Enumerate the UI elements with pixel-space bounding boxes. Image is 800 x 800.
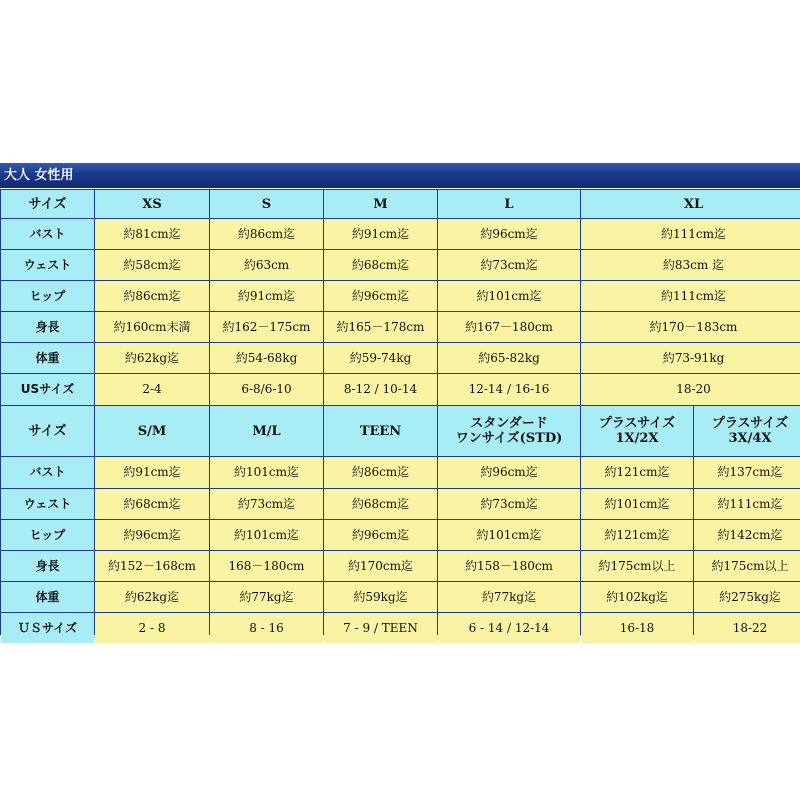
table-cell: 約62kg迄 [95,343,209,373]
table-cell: 約101cm迄 [210,520,323,550]
size-header-xl: XL [581,190,800,218]
table-cell: 8-12 / 10-14 [324,374,437,405]
table-cell: 約101cm迄 [581,489,693,519]
table-cell: 約96cm迄 [438,219,580,249]
size-header-plus-1x2x: プラスサイズ 1X/2X [581,406,693,456]
table-cell: 約73cm迄 [210,489,323,519]
table-cell: 約77kg迄 [438,582,580,612]
table-cell: 約59kg迄 [324,582,437,612]
table-cell: 約86cm迄 [324,457,437,488]
table-cell: 約162－175cm [210,312,323,342]
table-cell: 約175cm以上 [581,551,693,581]
table-cell: 約111cm迄 [581,281,800,311]
table-cell: 約165－178cm [324,312,437,342]
table-cell: 約275kg迄 [694,582,800,612]
table-cell: 約160cm未満 [95,312,209,342]
table-cell: 約58cm迄 [95,250,209,280]
table-cell: 8 - 16 [210,613,323,643]
table-cell: 約91cm迄 [324,219,437,249]
row-label-hip: ヒップ [1,281,94,311]
row-label-weight: 体重 [1,582,94,612]
table-cell: 約73cm迄 [438,250,580,280]
table-cell: 12-14 / 16-16 [438,374,580,405]
table-cell: 約101cm迄 [438,520,580,550]
size-header-xs: XS [95,190,209,218]
size-header-ml: M/L [210,406,323,456]
table-cell: 168－180cm [210,551,323,581]
table-cell: 約96cm迄 [324,281,437,311]
table-cell: 約121cm迄 [581,457,693,488]
size-header-label-2: サイズ [1,406,94,456]
size-header-std: スタンダード ワンサイズ(STD) [438,406,580,456]
table-cell: 6 - 14 / 12-14 [438,613,580,643]
table-cell: 2 - 8 [95,613,209,643]
table-cell: 約96cm迄 [438,457,580,488]
size-chart [0,163,800,635]
table-cell: 約96cm迄 [95,520,209,550]
table-cell: 約59-74kg [324,343,437,373]
table-cell: 約111cm迄 [581,219,800,249]
row-label-us-size: ＵＳサイズ [1,613,94,643]
table-cell: 18-22 [694,613,800,643]
table-cell: 約62kg迄 [95,582,209,612]
table-cell: 7 - 9 / TEEN [324,613,437,643]
size-header-s: S [210,190,323,218]
table-cell: 約111cm迄 [694,489,800,519]
row-label-waist: ウェスト [1,250,94,280]
row-label-weight: 体重 [1,343,94,373]
table-cell: 約81cm迄 [95,219,209,249]
table-cell: 約170－183cm [581,312,800,342]
size-header-label: サイズ [1,190,94,218]
row-label-hip: ヒップ [1,520,94,550]
size-header-sm: S/M [95,406,209,456]
table-cell: 約101cm迄 [210,457,323,488]
table-cell: 約175cm以上 [694,551,800,581]
table-cell: 約86cm迄 [95,281,209,311]
table-cell: 約167－180cm [438,312,580,342]
chart-title: 大人 女性用 [0,163,800,188]
table-cell: 約86cm迄 [210,219,323,249]
table-cell: 18-20 [581,374,800,405]
table-cell: 約73cm迄 [438,489,580,519]
table-cell: 約68cm迄 [324,250,437,280]
row-label-height: 身長 [1,312,94,342]
size-header-plus-3x4x: プラスサイズ 3X/4X [694,406,800,456]
size-header-teen: TEEN [324,406,437,456]
table-cell: 約83cm 迄 [581,250,800,280]
table-cell: 約54-68kg [210,343,323,373]
table-cell: 約158－180cm [438,551,580,581]
table-cell: 約101cm迄 [438,281,580,311]
size-header-l: L [438,190,580,218]
size-table [0,189,800,635]
table-cell: 約65-82kg [438,343,580,373]
table-cell: 16-18 [581,613,693,643]
table-cell: 約170cm迄 [324,551,437,581]
row-label-bust: バスト [1,457,94,488]
table-cell: 約73-91kg [581,343,800,373]
row-label-us-size: USサイズ [1,374,94,405]
row-label-bust: バスト [1,219,94,249]
table-cell: 約142cm迄 [694,520,800,550]
table-cell: 約102kg迄 [581,582,693,612]
table-cell: 約137cm迄 [694,457,800,488]
row-label-waist: ウェスト [1,489,94,519]
table-cell: 約68cm迄 [324,489,437,519]
table-cell: 約68cm迄 [95,489,209,519]
row-label-height: 身長 [1,551,94,581]
size-header-m: M [324,190,437,218]
table-cell: 約77kg迄 [210,582,323,612]
table-cell: 約91cm迄 [95,457,209,488]
table-cell: 6-8/6-10 [210,374,323,405]
table-cell: 約121cm迄 [581,520,693,550]
table-cell: 約96cm迄 [324,520,437,550]
table-cell: 約91cm迄 [210,281,323,311]
table-cell: 約63cm [210,250,323,280]
table-cell: 約152－168cm [95,551,209,581]
table-cell: 2-4 [95,374,209,405]
